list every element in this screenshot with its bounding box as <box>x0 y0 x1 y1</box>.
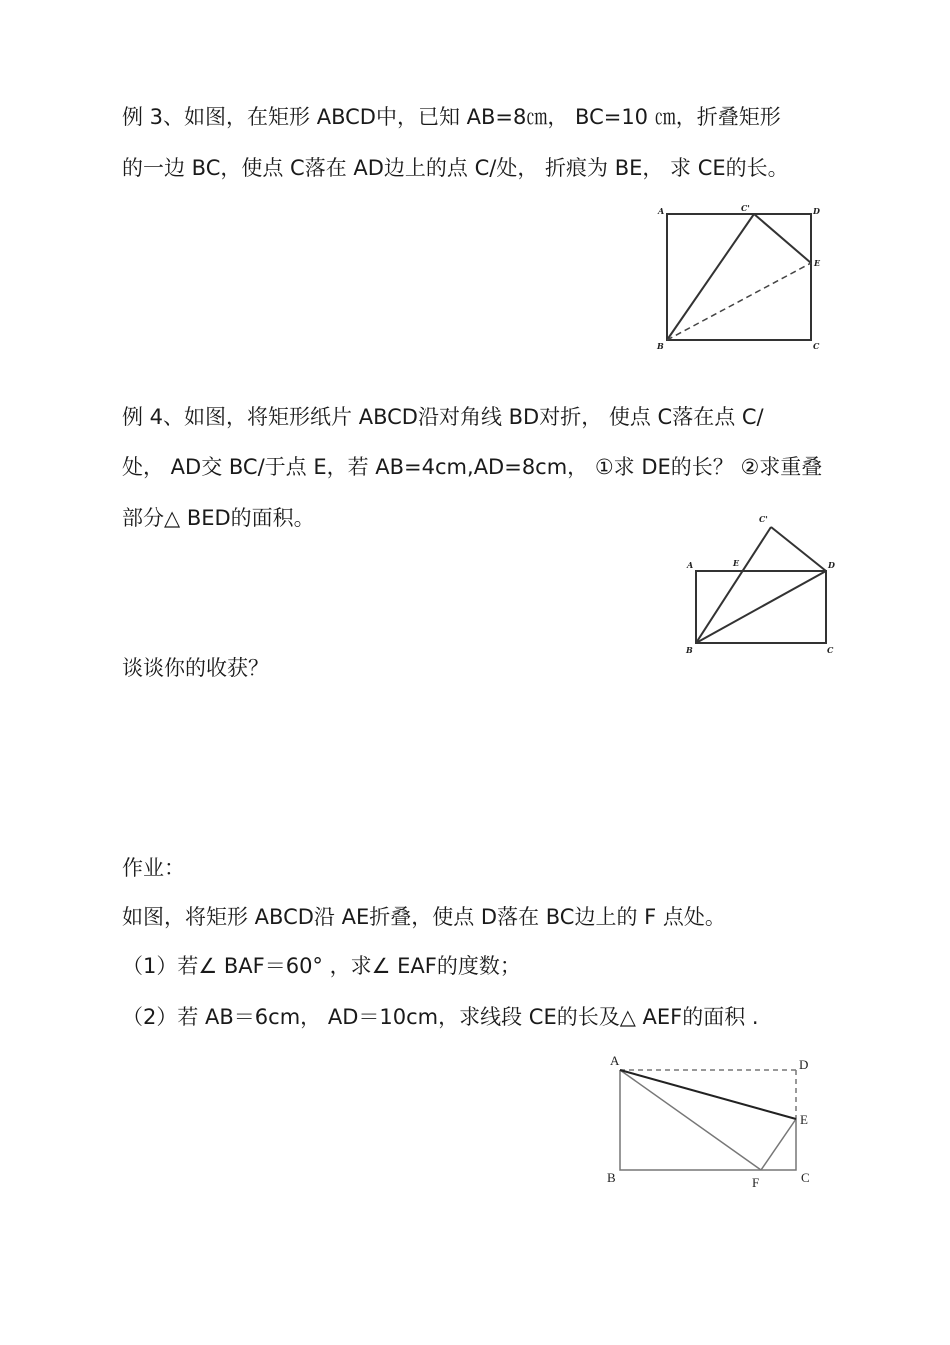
segment-af <box>620 1070 761 1170</box>
reflection-prompt: 谈谈你的收获？ <box>122 656 269 680</box>
label-d: D <box>813 206 820 216</box>
label-c: C <box>827 645 834 655</box>
segment-bc-prime <box>667 214 754 340</box>
segment-c-prime-d <box>771 527 826 571</box>
example3-line2: 的一边 BC，使点 C落在 AD边上的点 C/处， 折痕为 BE， 求 CE的长。 <box>122 156 789 180</box>
rectangle-abce-outline <box>620 1070 796 1170</box>
label-a: A <box>610 1053 620 1068</box>
label-a: A <box>687 560 694 570</box>
homework-figure <box>600 1050 820 1190</box>
homework-intro: 如图，将矩形 ABCD沿 AE折叠，使点 D落在 BC边上的 F 点处。 <box>122 905 726 929</box>
label-b: B <box>607 1170 616 1185</box>
diagonal-bd <box>696 571 826 643</box>
label-e: E <box>800 1112 808 1127</box>
homework-question-1: （1）若∠ BAF＝60° ，求∠ EAF的度数； <box>122 954 521 978</box>
label-c: C <box>801 1170 810 1185</box>
fold-line-ae <box>620 1070 796 1119</box>
label-e: E <box>814 258 821 268</box>
label-d: D <box>799 1057 809 1072</box>
label-a: A <box>658 206 665 216</box>
label-c-prime: C' <box>759 514 768 524</box>
segment-c-prime-e <box>754 214 811 263</box>
homework-heading: 作业： <box>122 856 185 880</box>
label-d: D <box>828 560 835 570</box>
example3-figure <box>655 202 835 352</box>
rectangle-abcd <box>667 214 811 340</box>
label-e: E <box>733 558 740 568</box>
label-f: F <box>752 1175 760 1190</box>
label-b: B <box>686 645 693 655</box>
example4-line2: 处， AD交 BC/于点 E，若 AB=4cm,AD=8cm， ①求 DE的长？ ②求重叠 <box>122 455 823 479</box>
label-c-prime: C' <box>741 203 750 213</box>
segment-fe <box>761 1119 796 1170</box>
example4-line1: 例 4、如图，将矩形纸片 ABCD沿对角线 BD对折， 使点 C落在点 C/ <box>122 405 764 429</box>
segment-bc-prime <box>696 527 771 643</box>
homework-question-2: （2）若 AB＝6cm， AD＝10cm，求线段 CE的长及△ AEF的面积 . <box>122 1005 759 1029</box>
label-c: C <box>813 341 820 351</box>
example4-figure <box>683 510 843 655</box>
example3-line1: 例 3、如图，在矩形 ABCD中，已知 AB=8㎝， BC=10 ㎝，折叠矩形 <box>122 105 781 129</box>
example4-line3: 部分△ BED的面积。 <box>122 506 315 530</box>
label-b: B <box>657 341 664 351</box>
fold-line-be <box>667 263 811 340</box>
